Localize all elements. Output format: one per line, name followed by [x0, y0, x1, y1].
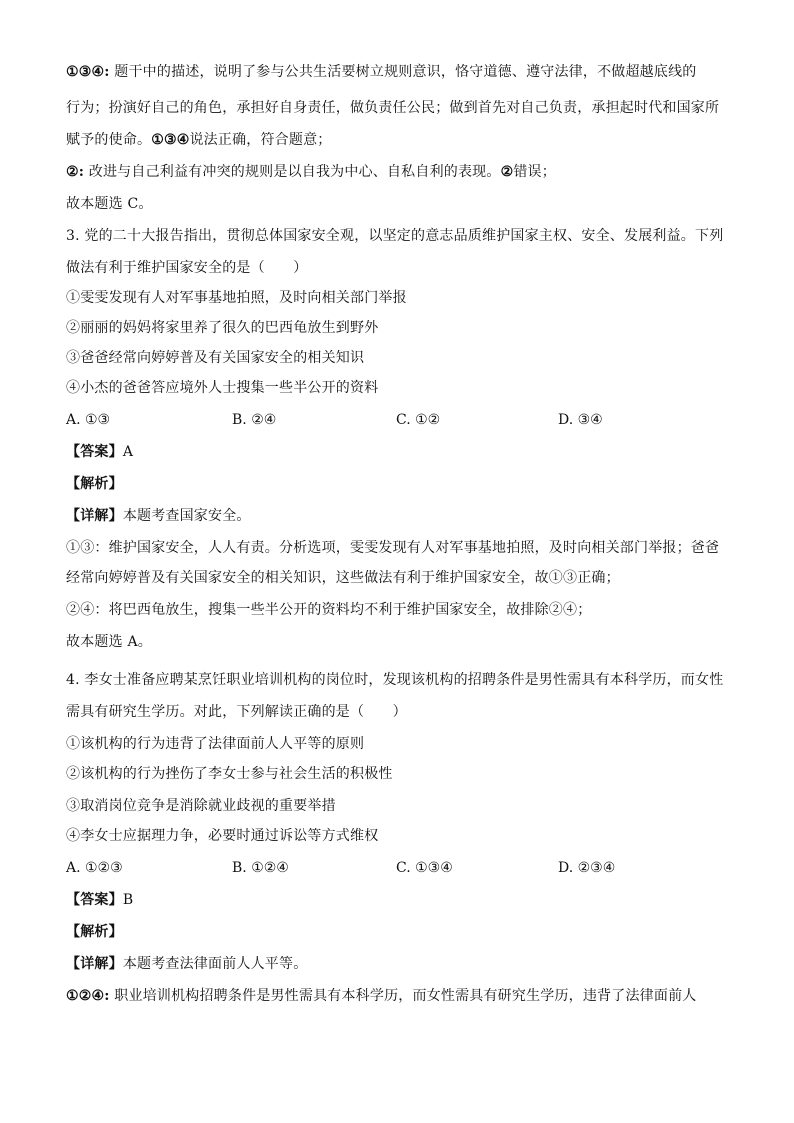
question-3-item: ②丽丽的妈妈将家里养了很久的巴西龟放生到野外 [66, 320, 379, 336]
explanation-line: 经常向婷婷普及有关国家安全的相关知识，这些做法有利于维护国家安全，故①③正确； [66, 570, 620, 586]
question-3-stem: 3. 党的二十大报告指出，贯彻总体国家安全观，以坚定的意志品质维护国家主权、安全、发展利益。下列 [66, 228, 724, 244]
detail-line: 【详解】本题考查国家安全。 [66, 508, 251, 524]
question-4-item: ④李女士应据理力争，必要时通过诉讼等方式维权 [66, 828, 379, 844]
option-d: D. ②③④ [558, 860, 616, 876]
question-4-stem: 需具有研究生学历。对此，下列解读正确的是（ ） [66, 704, 407, 720]
question-4-item: ③取消岗位竞争是消除就业歧视的重要举措 [66, 798, 336, 814]
paragraph-line: 赋予的使命。①③④说法正确，符合题意； [66, 132, 332, 148]
option-d: D. ③④ [558, 412, 603, 428]
paragraph-line: ①③④: 题干中的描述，说明了参与公共生活要树立规则意识，恪守道德、遵守法律，不做超越底线的 [66, 64, 697, 80]
answer-value: A [122, 444, 134, 460]
option-b: B. ①②④ [232, 860, 289, 876]
option-c: C. ①③④ [396, 860, 453, 876]
option-a: A. ①③ [66, 412, 111, 428]
option-b: B. ②④ [232, 412, 277, 428]
option-c: C. ①② [396, 412, 441, 428]
question-3-item: ①雯雯发现有人对军事基地拍照，及时向相关部门举报 [66, 290, 407, 306]
explanation-line: ①③：维护国家安全，人人有责。分析选项，雯雯发现有人对军事基地拍照，及时向相关部门举报；爸爸 [66, 540, 720, 556]
explanation-line: ②④：将巴西龟放生，搜集一些半公开的资料均不利于维护国家安全，故排除②④； [66, 602, 592, 618]
conclusion-line: 故本题选 C。 [66, 196, 153, 212]
question-3-item: ③爸爸经常向婷婷普及有关国家安全的相关知识 [66, 350, 365, 366]
question-4-item: ②该机构的行为挫伤了李女士参与社会生活的积极性 [66, 766, 393, 782]
answer-value: B [122, 892, 134, 908]
paragraph-line: 行为；扮演好自己的角色，承担好自身责任，做负责任公民；做到首先对自己负责，承担起时代和国家所 [66, 100, 720, 116]
option-ref: ①③④: [66, 64, 110, 80]
conclusion-line: 故本题选 A。 [66, 634, 152, 650]
analysis-label: 【解析】 [66, 476, 123, 492]
question-4-item: ①该机构的行为违背了法律面前人人平等的原则 [66, 736, 365, 752]
paragraph-line: ②: 改进与自己利益有冲突的规则是以自我为中心、自私自利的表现。②错误； [66, 164, 556, 180]
analysis-label: 【解析】 [66, 924, 123, 940]
option-a: A. ①②③ [66, 860, 123, 876]
detail-line: 【详解】本题考查法律面前人人平等。 [66, 956, 308, 972]
question-3-stem: 做法有利于维护国家安全的是（ ） [66, 260, 308, 276]
option-ref: ①②④: [66, 988, 110, 1004]
explanation-line: ①②④: 职业培训机构招聘条件是男性需具有本科学历，而女性需具有研究生学历，违背了法律面前人 [66, 988, 697, 1004]
question-3-item: ④小杰的爸爸答应境外人士搜集一些半公开的资料 [66, 380, 379, 396]
answer-line: 【答案】A [66, 444, 134, 460]
option-ref: ②: [66, 164, 85, 180]
question-4-stem: 4. 李女士准备应聘某烹饪职业培训机构的岗位时，发现该机构的招聘条件是男性需具有本科学历，而女性 [66, 672, 724, 688]
answer-line: 【答案】B [66, 892, 134, 908]
